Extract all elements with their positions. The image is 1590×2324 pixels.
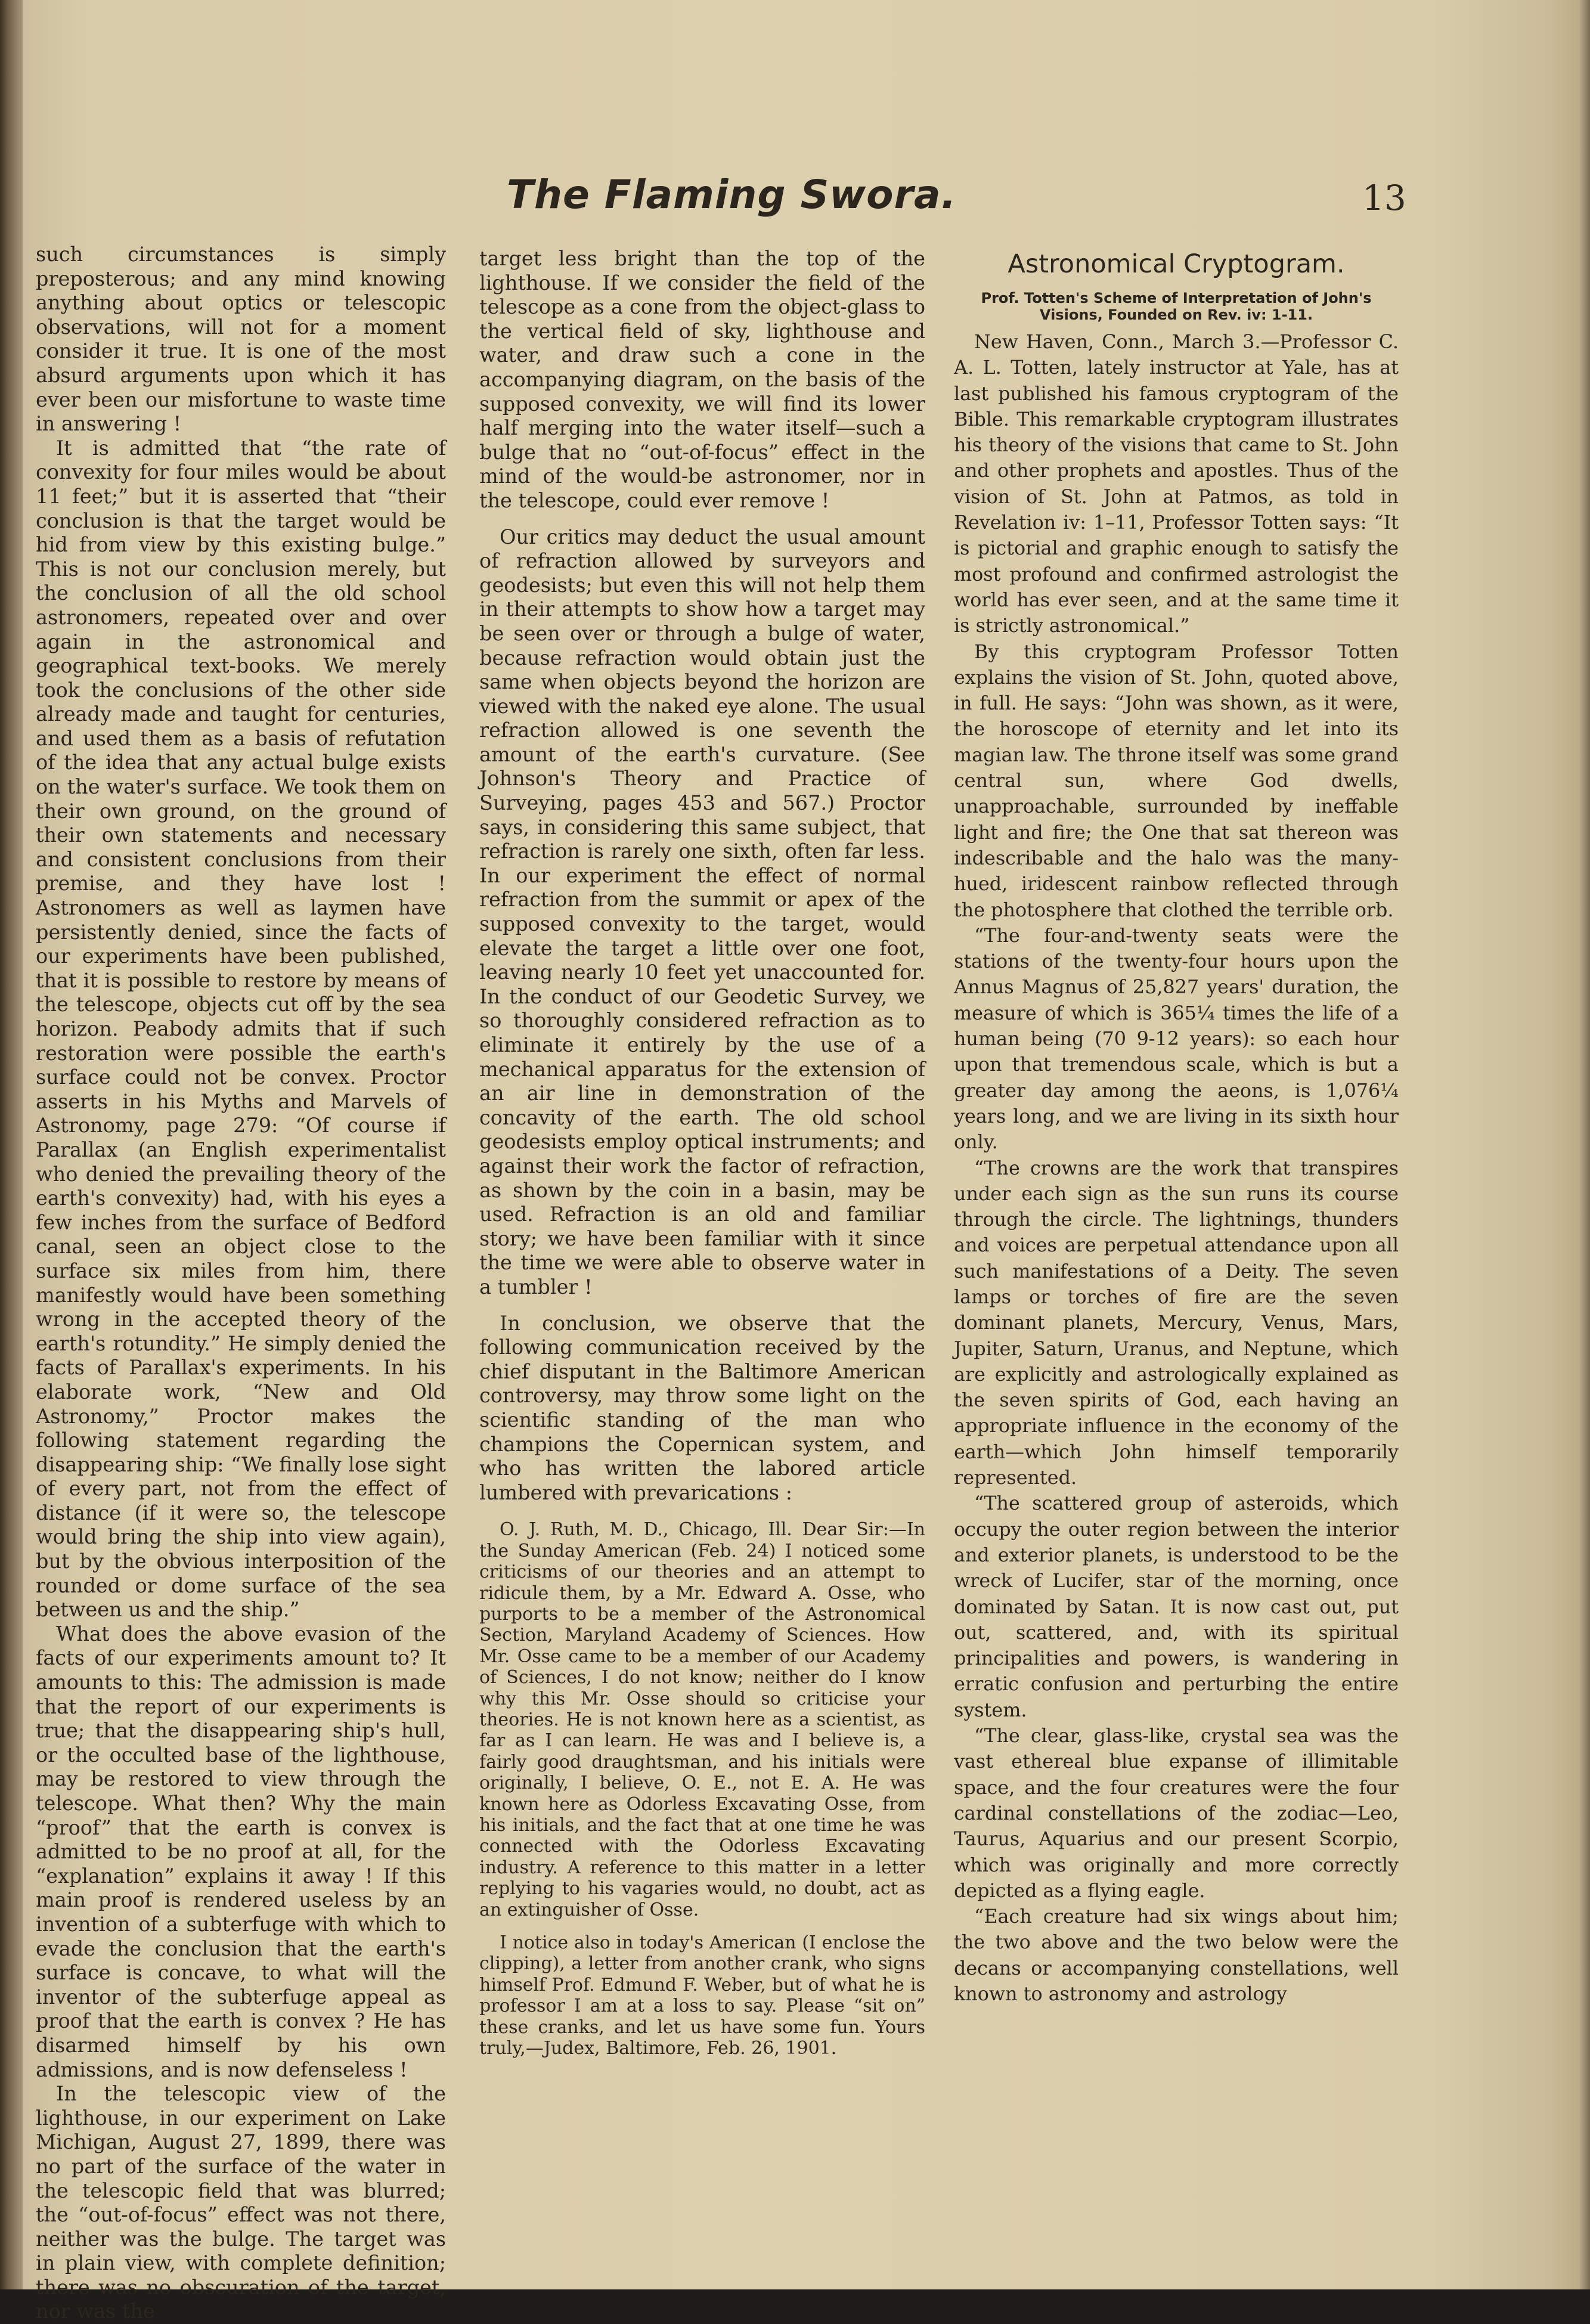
book-spine: [0, 0, 23, 2289]
running-header-title: The Flaming Swora.: [507, 172, 957, 218]
letter-paragraph: O. J. Ruth, M. D., Chicago, Ill. Dear Sir:—In the Sunday American (Feb. 24) I noticed some criticisms of our theories and an attempt to ridicule them, by a Mr. Edward A. Osse, who purports to be a member of the Astronomical Section, Maryland Academy of Sciences. How Mr. Osse came to be a member of our Academy of Sciences, I do not know; neither do I know why this Mr. Osse should so criticise your theories. He is not known here as a scientist, as far as I can learn. He was and I believe is, a fairly good draughtsman, and his initials were originally, I believe, O. E., not E. A. He was known here as Odorless Excavating Osse, from his initials, and the fact that at one time he was connected with the Odorless Excavating industry. A reference to this matter in a letter replying to his vagaries would, no doubt, act as an extinguisher of Osse.: [479, 1519, 925, 1920]
column-middle: [479, 247, 925, 2059]
paragraph: target less bright than the top of the lighthouse. If we consider the field of the telescope as a cone from the object-glass to the vertical field of sky, lighthouse and water, and draw such a cone in the accompanying diagram, on the basis of the supposed convexity, we will find its lower half merging into the water itself—such a bulge that no “out-of-focus” effect in the mind of the would-be astronomer, nor in the telescope, could ever remove !: [479, 247, 925, 512]
page-edge-shadow: [1579, 0, 1590, 2289]
paragraph: It is admitted that “the rate of convexity for four miles would be about 11 feet;” but it is asserted that “their conclusion is that the target would be hid from view by this existing bulge.” This is not our conclusion merely, but the conclusion of all the old school astronomers, repeated over and over again in the astronomical and geographical text-books. We merely took the conclusions of the other side already made and taught for centuries, and used them as a basis of refutation of the idea that any actual bulge exists on the water's surface. We took them on their own ground, on the ground of their own statements and necessary and consistent conclusions from their premise, and they have lost ! Astronomers as well as laymen have persistently denied, since the facts of our experiments have been published, that it is possible to restore by means of the telescope, objects cut off by the sea horizon. Peabody admits that if such restoration were possible the earth's surface could not be convex. Proctor asserts in his Myths and Marvels of Astronomy, page 279: “Of course if Parallax (an English experimentalist who denied the prevailing theory of the earth's convexity) had, with his eyes a few inches from the surface of Bedford canal, seen an object close to the surface six miles from him, there manifestly would have been something wrong in the accepted theory of the earth's rotundity.” He simply denied the facts of Parallax's experiments. In his elaborate work, “New and Old Astronomy,” Proctor makes the following statement regarding the disappearing ship: “We finally lose sight of every part, not from the effect of distance (if it were so, the telescope would bring the ship into view again), but by the obvious interposition of the rounded or dome surface of the sea between us and the ship.”: [36, 436, 446, 1622]
letter-paragraph: I notice also in today's American (I enclose the clipping), a letter from another crank, who signs himself Prof. Edmund F. Weber, but of what he is professor I am at a loss to say. Please “sit on” these cranks, and let us have some fun. Yours truly,—Judex, Baltimore, Feb. 26, 1901.: [479, 1932, 925, 2059]
column-left: [36, 243, 446, 2324]
paragraph: “The crowns are the work that transpires under each sign as the sun runs its course through the circle. The lightnings, thunders and voices are perpetual attendance upon all such manifestations of a Deity. The seven lamps or torches of fire are the seven dominant planets, Mercury, Venus, Mars, Jupiter, Saturn, Uranus, and Neptune, which are explicitly and astrologically explained as the seven spirits of God, each having an appropriate influence in the economy of the earth—which John himself temporarily represented.: [954, 1157, 1399, 1489]
column-right: [954, 249, 1399, 2007]
paragraph: “The scattered group of asteroids, which occupy the outer region between the interior and exterior planets, is understood to be the wreck of Lucifer, star of the morning, once dominated by Satan. It is now cast out, put out, scattered, and, with its spiritual principalities and powers, is wandering in erratic confusion and perturbing the entire system.: [954, 1492, 1399, 1721]
paragraph: “The clear, glass-like, crystal sea was the vast ethereal blue expanse of illimitable space, and the four creatures were the four cardinal constellations of the zodiac—Leo, Taurus, Aquarius and our present Scorpio, which was originally and more correctly depicted as a flying eagle.: [954, 1725, 1399, 1902]
paragraph: such circumstances is simply preposterous; and any mind knowing anything about optics or telescopic observations, will not for a moment consider it true. It is one of the most absurd arguments upon which it has ever been our misfortune to waste time in answering !: [36, 243, 446, 436]
page-number: 13: [1362, 178, 1406, 218]
paragraph: Our critics may deduct the usual amount of refraction allowed by surveyors and geodesists; but even this will not help them in their attempts to show how a target may be seen over or through a bulge of water, because refraction would obtain just the same when objects beyond the horizon are viewed with the naked eye alone. The usual refraction allowed is one seventh the amount of the earth's curvature. (See Johnson's Theory and Practice of Surveying, pages 453 and 567.) Proctor says, in considering this same subject, that refraction is rarely one sixth, often far less. In our experiment the effect of normal refraction from the summit or apex of the supposed convexity to the target, would elevate the target a little over one foot, leaving nearly 10 feet yet unaccounted for. In the conduct of our Geodetic Survey, we so thoroughly considered refraction as to eliminate it entirely by the use of a mechanical apparatus for the extension of an air line in demonstration of the concavity of the earth. The old school geodesists employ optical instruments; and against their work the factor of refraction, as shown by the coin in a basin, may be used. Refraction is an old and familiar story; we have been familiar with it since the time we were able to observe water in a tumbler !: [479, 525, 925, 1299]
article-title: Astronomical Cryptogram.: [1008, 249, 1345, 279]
paragraph: By this cryptogram Professor Totten explains the vision of St. John, quoted above, in full. He says: “John was shown, as it were, the horoscope of eternity and let into its magian law. The throne itself was some grand central sun, where God dwells, unapproachable, surrounded by ineffable light and fire; the One that sat thereon was indescribable and the halo was the many-hued, iridescent rainbow reflected through the photosphere that clothed the terrible orb.: [954, 640, 1399, 921]
paragraph: New Haven, Conn., March 3.—Professor C. A. L. Totten, lately instructor at Yale, has at last published his famous cryptogram of the Bible. This remarkable cryptogram illustrates his theory of the visions that came to St. John and other prophets and apostles. Thus of the vision of St. John at Patmos, as told in Revelation iv: 1–11, Professor Totten says: “It is pictorial and graphic enough to satisfy the most profound and confirmed astrologist the world has ever seen, and at the same time it is strictly astronomical.”: [954, 331, 1399, 637]
paragraph: In conclusion, we observe that the following communication received by the chief disputant in the Baltimore American controversy, may throw some light on the scientific standing of the man who champions the Copernican system, and who has written the labored article lumbered with prevarications :: [479, 1311, 925, 1504]
article-subtitle: Prof. Totten's Scheme of Interpretation of John's Visions, Founded on Rev. iv: 1-11.: [981, 290, 1372, 323]
paragraph: What does the above evasion of the facts of our experiments amount to? It amounts to this: The admission is made that the report of our experiments is true; that the disappearing ship's hull, or the occulted base of the lighthouse, may be restored to view through the telescope. What then? Why the main “proof” that the earth is convex is admitted to be no proof at all, for the “explanation” explains it away ! If this main proof is rendered useless by an invention of a subterfuge with which to evade the conclusion that the earth's surface is concave, to what will the inventor of the subterfuge appeal as proof that the earth is convex ? He has disarmed himself by his own admissions, and is now defenseless !: [36, 1622, 446, 2081]
paragraph: In the telescopic view of the lighthouse, in our experiment on Lake Michigan, August 27, 1899, there was no part of the surface of the water in the telescopic field that was blurred; the “out-of-focus” effect was not there, neither was the bulge. The target was in plain view, with complete definition; there was no obscuration of the target, nor was the: [36, 2082, 446, 2323]
paragraph: “The four-and-twenty seats were the stations of the twenty-four hours upon the Annus Magnus of 25,827 years' duration, the measure of which is 365¼ times the life of a human being (70 9-12 years): so each hour upon that tremendous scale, which is but a greater day among the aeons, is 1,076¼ years long, and we are living in its sixth hour only.: [954, 924, 1399, 1154]
paragraph: “Each creature had six wings about him; the two above and the two below were the decans or accompanying constellations, well known to astronomy and astrology: [954, 1905, 1399, 2005]
